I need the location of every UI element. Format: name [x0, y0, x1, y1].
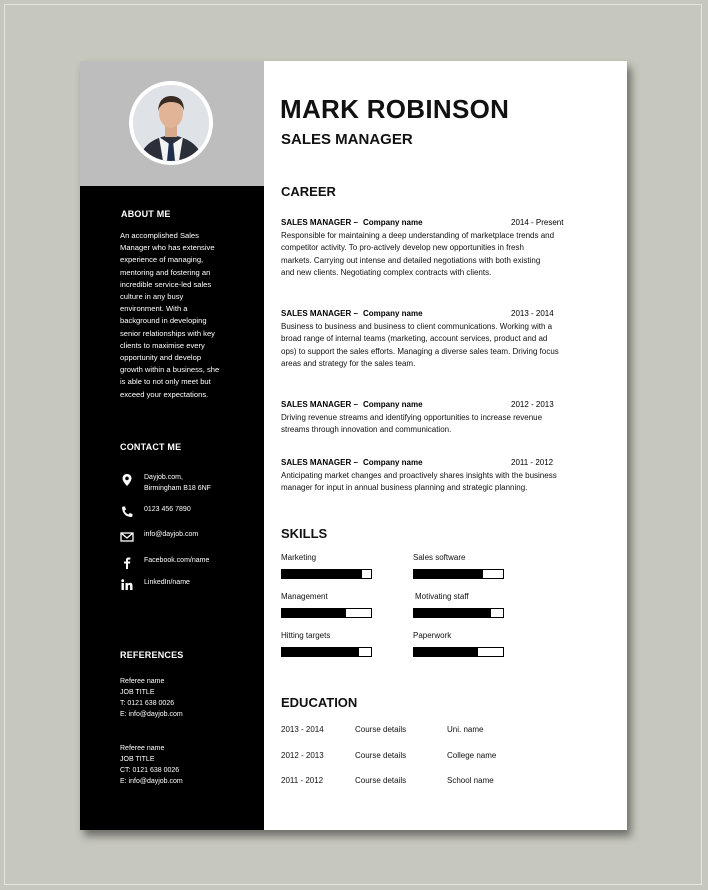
education-institution: Uni. name: [447, 725, 484, 734]
job-description: [281, 470, 591, 495]
linkedin-icon: [120, 578, 134, 592]
job-dates: 2013 - 2014: [511, 309, 554, 318]
reference-line: CT: 0121 638 0026: [120, 767, 180, 774]
skill-bar: [281, 608, 372, 618]
reference-line: E: info@dayjob.com: [120, 711, 183, 718]
about-me-line: clients to maximise every: [120, 340, 205, 350]
phone-text: 0123 456 7890: [144, 506, 191, 513]
job-dates: 2012 - 2013: [511, 400, 554, 409]
job-description-line: broad range of internal teams (marketing, account services, product and ad: [281, 334, 548, 344]
job-title: SALES MANAGER –: [281, 218, 358, 227]
address-text: Dayjob.com, Birmingham B18 6NF: [144, 474, 211, 492]
envelope-icon: [120, 530, 134, 544]
skills-heading: SKILLS: [281, 526, 328, 541]
job-company: Company name: [363, 458, 423, 467]
education-course: Course details: [355, 725, 407, 734]
about-me-line: exceed your expectations.: [120, 389, 209, 399]
job-description-line: ops) to support the sales efforts. Managing a diverse sales team. Driving focus: [281, 346, 559, 356]
contact-address: [120, 473, 260, 493]
job-description-line: Business to business and business to client communications. Working with a: [281, 322, 553, 331]
education-course: Course details: [355, 776, 407, 785]
references-heading: REFERENCES: [120, 650, 184, 660]
location-pin-icon: [120, 473, 134, 487]
job-description-line: Driving revenue streams and identifying opportunities to increase revenue: [281, 413, 543, 422]
skill-label: Marketing: [281, 553, 317, 562]
education-dates: 2013 - 2014: [281, 725, 324, 734]
reference-line: Referee name: [120, 745, 165, 752]
about-me-line: An accomplished Sales: [120, 231, 199, 240]
about-me-line: is able to not only meet but: [120, 377, 211, 387]
about-me-line: incredible service-led sales: [120, 279, 212, 289]
job-description-line: manager for input in annual business planning and strategic planning.: [281, 483, 528, 493]
contact-email: [120, 530, 260, 550]
photo-area: [80, 61, 264, 186]
profile-photo: [129, 81, 213, 165]
contact-me-heading: CONTACT ME: [120, 442, 182, 452]
job-description: [281, 230, 591, 280]
about-me-line: senior relationships with key: [120, 328, 215, 338]
reference-line: E: info@dayjob.com: [120, 778, 183, 785]
skill-label: Management: [281, 592, 328, 601]
skill-label: Paperwork: [413, 631, 452, 640]
phone-icon: [120, 505, 134, 519]
about-me-line: opportunity and develop: [120, 353, 202, 363]
linkedin-text: LinkedIn/name: [144, 579, 190, 586]
job-company: Company name: [363, 400, 423, 409]
about-me-line: culture in any busy: [120, 292, 184, 302]
education-institution: College name: [447, 751, 497, 760]
skill-label: Motivating staff: [415, 592, 469, 601]
reference-2: [120, 743, 183, 787]
job-description-line: competitor activity. To pro-actively develop new opportunities in fresh: [281, 243, 524, 253]
job-description: [281, 412, 591, 437]
reference-1: [120, 676, 183, 720]
about-me-line: mentoring and fostering an: [120, 267, 211, 277]
contact-phone: [120, 505, 260, 525]
skill-bar: [413, 647, 504, 657]
education-heading: EDUCATION: [281, 695, 358, 710]
education-dates: 2011 - 2012: [281, 776, 324, 785]
education-course: Course details: [355, 751, 407, 760]
job-company: Company name: [363, 218, 423, 227]
candidate-role: SALES MANAGER: [281, 131, 413, 148]
about-me-line: Manager who has extensive: [120, 243, 215, 253]
skill-bar-fill: [414, 609, 491, 617]
career-heading: CAREER: [281, 184, 336, 199]
job-dates: 2011 - 2012: [511, 458, 554, 467]
job-description-line: Responsible for maintaining a deep understanding of marketplace trends and: [281, 231, 555, 240]
skill-bar-fill: [414, 648, 478, 656]
about-me-line: background in developing: [120, 316, 207, 326]
job-title: SALES MANAGER –: [281, 458, 358, 467]
skill-bar-fill: [282, 648, 359, 656]
about-me-line: environment. With a: [120, 304, 188, 314]
about-me-heading: ABOUT ME: [121, 209, 171, 219]
job-dates: 2014 - Present: [511, 218, 564, 227]
skill-bar-fill: [282, 570, 362, 578]
candidate-name: MARK ROBINSON: [280, 94, 510, 124]
education-dates: 2012 - 2013: [281, 751, 324, 760]
job-title: SALES MANAGER –: [281, 400, 358, 409]
skill-bar: [281, 647, 372, 657]
contact-facebook: [120, 556, 260, 576]
job-description: [281, 321, 591, 371]
skill-bar: [413, 569, 504, 579]
job-description-line: streams through innovation and communication.: [281, 425, 452, 435]
facebook-text: Facebook.com/name: [144, 557, 210, 564]
skill-bar-fill: [282, 609, 346, 617]
main-content: [264, 61, 627, 830]
job-description-line: Anticipating market changes and proactively shares insights with the business: [281, 471, 557, 480]
job-description-line: areas and strategy for the sales team.: [281, 359, 416, 369]
job-description-line: and new clients. Negotiating complex contracts with clients.: [281, 268, 492, 278]
skill-bar-fill: [414, 570, 483, 578]
skill-label: Sales software: [413, 553, 466, 562]
job-title: SALES MANAGER –: [281, 309, 358, 318]
about-me-line: experience of managing,: [120, 255, 204, 265]
education-institution: School name: [447, 776, 494, 785]
reference-line: JOB TITLE: [120, 689, 155, 696]
job-company: Company name: [363, 309, 423, 318]
contact-linkedin: [120, 578, 260, 598]
email-text: info@dayjob.com: [144, 531, 199, 538]
about-me-text: [120, 230, 256, 401]
skill-label: Hitting targets: [281, 631, 331, 640]
skill-bar: [413, 608, 504, 618]
reference-line: JOB TITLE: [120, 756, 155, 763]
facebook-icon: [120, 556, 134, 570]
about-me-line: growth within a business, she: [120, 365, 220, 375]
job-description-line: markets. Carrying out intense and detailed negotiations with both existing: [281, 255, 541, 265]
reference-line: T: 0121 638 0026: [120, 700, 175, 707]
resume-page: [80, 61, 627, 830]
reference-line: Referee name: [120, 678, 165, 685]
sidebar: [80, 61, 264, 830]
skill-bar: [281, 569, 372, 579]
